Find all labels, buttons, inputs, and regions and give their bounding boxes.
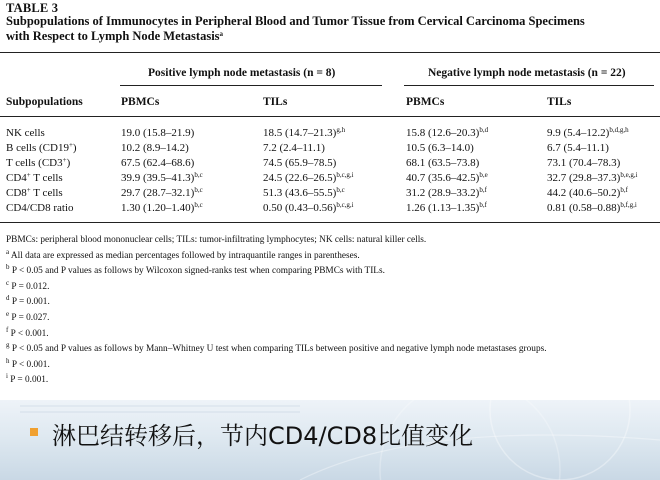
table-cell: 15.8 $(12.6-20.3)^{b,d}$: [406, 126, 489, 139]
column-header-subpopulations: Subpopulations: [6, 96, 83, 108]
footnote: $^a$ All data are expressed as median percentages followed by intraquantile ranges in parentheses.: [6, 247, 360, 261]
header-rule: [0, 116, 660, 117]
group-rule-positive: [120, 85, 382, 86]
table-cell: 7.2 (2.4–11.1): [263, 142, 325, 154]
table-cell: 73.1 (70.4–78.3): [547, 157, 621, 169]
table-cell: 44.2 $(40.6-50.2)^{b,f}$: [547, 186, 628, 199]
table-cell: 10.5 (6.3–14.0): [406, 142, 474, 154]
table-cell: 40.7 $(35.6-42.5)^{b,e}$: [406, 171, 488, 184]
table-cell: 74.5 (65.9–78.5): [263, 157, 337, 169]
table-cell: 29.7 $(28.7-32.1)^{b,c}$: [121, 186, 203, 199]
table-cell: 39.9 $(39.5-41.3)^{b,c}$: [121, 171, 203, 184]
table-cell: 0.50 $(0.43-0.56)^{b,c,g,i}$: [263, 201, 354, 214]
table-cell: 51.3 $(43.6-55.5)^{b,c}$: [263, 186, 345, 199]
footnote: $^i$ P = 0.001.: [6, 372, 49, 386]
table-cell: 1.30 $(1.20-1.40)^{b,c}$: [121, 201, 203, 214]
table-cell: 1.26 $(1.13-1.35)^{b,f}$: [406, 201, 487, 214]
column-header-pbmc-positive: PBMCs: [121, 96, 160, 108]
bullet-marker: [30, 428, 38, 436]
row-label: CD4+ T cells: [6, 171, 63, 184]
table-cell: 67.5 (62.4–68.6): [121, 157, 195, 169]
footnote: $^f$ P < 0.001.: [6, 325, 49, 339]
footnote: PBMCs: peripheral blood mononuclear cells; TILs: tumor-infiltrating lymphocytes; NK cells: natural killer cells.: [6, 235, 427, 245]
title-footnote-marker: a: [219, 30, 224, 38]
column-header-til-positive: TILs: [263, 96, 288, 108]
table-cell: 10.2 (8.9–14.2): [121, 142, 189, 154]
row-label: CD4/CD8 ratio: [6, 202, 74, 214]
row-label: B cells (CD19+): [6, 141, 77, 154]
row-label: NK cells: [6, 127, 45, 139]
group-rule-negative: [404, 85, 654, 86]
table-cell: 19.0 (15.8–21.9): [121, 127, 195, 139]
bottom-rule: [0, 222, 660, 223]
footnote: $^c$ P = 0.012.: [6, 278, 50, 292]
table-title: [6, 14, 654, 44]
table-label: TABLE 3: [6, 1, 59, 15]
table-cell: 18.5 $(14.7-21.3)^{g,h}$: [263, 126, 346, 139]
group-header-negative: Negative lymph node metastasis (n = 22): [428, 67, 626, 79]
table-title-line1: Subpopulations of Immunocytes in Peripheral Blood and Tumor Tissue from Cervical Carcinoma Specimens: [6, 14, 585, 28]
column-header-til-negative: TILs: [547, 96, 572, 108]
table-title-line2: with Respect to Lymph Node Metastasis$^a$: [6, 29, 224, 43]
slide-bullet-text: 淋巴结转移后，节内CD4/CD8比值变化: [52, 422, 474, 450]
table-cell: 9.9 $(5.4-12.2)^{b,d,g,h}$: [547, 126, 629, 139]
table-cell: 32.7 $(29.8-37.3)^{b,e,g,i}$: [547, 171, 638, 184]
table-cell: 6.7 (5.4–11.1): [547, 142, 609, 154]
footnote: $^g$ P < 0.05 and P values as follows by Mann–Whitney U test when comparing TILs between positive and negative lymph node metastases groups.: [6, 341, 547, 355]
table-cell: 31.2 $(28.9-33.2)^{b,f}$: [406, 186, 487, 199]
table-cell: 0.81 $(0.58-0.88)^{b,f,g,i}$: [547, 201, 637, 214]
footnote: $^d$ P = 0.001.: [6, 294, 50, 308]
table-cell: 68.1 (63.5–73.8): [406, 157, 480, 169]
slide-bottom-band: [0, 400, 660, 480]
table-cell: 24.5 $(22.6-26.5)^{b,c,g,i}$: [263, 171, 354, 184]
row-label: CD8+ T cells: [6, 186, 63, 199]
top-rule: [0, 52, 660, 53]
footnote: $^e$ P = 0.027.: [6, 309, 50, 323]
column-header-pbmc-negative: PBMCs: [406, 96, 445, 108]
footnote: $^b$ P < 0.05 and P values as follows by Wilcoxon signed-ranks test when comparing PBMCs with TILs.: [6, 263, 385, 277]
footnotes: [6, 233, 656, 389]
footnote: $^h$ P < 0.001.: [6, 356, 50, 370]
row-label: T cells (CD3+): [6, 156, 71, 169]
group-header-positive: Positive lymph node metastasis (n = 8): [148, 67, 336, 79]
